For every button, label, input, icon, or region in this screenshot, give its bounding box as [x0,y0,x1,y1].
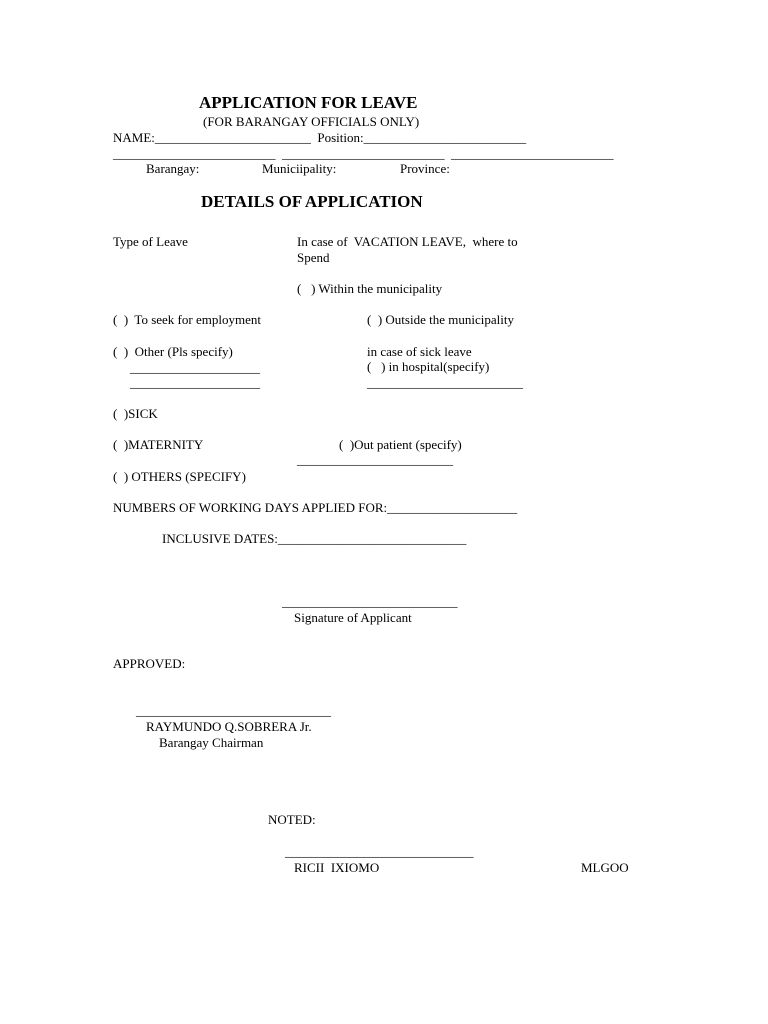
form-title: APPLICATION FOR LEAVE [199,93,418,112]
seek-employment-option: ( ) To seek for employment [113,312,261,327]
approver-signature-line: ______________________________ [136,703,331,718]
approved-label: APPROVED: [113,656,186,671]
name-position-line: NAME:________________________ Position:_________________________ [113,130,527,145]
inclusive-dates-line: INCLUSIVE DATES:_____________________________ [162,531,467,546]
noted-signature-line: _____________________________ [285,844,474,859]
vacation-prompt-line1: In case of VACATION LEAVE, where to [297,234,518,249]
form-subtitle: (FOR BARANGAY OFFICIALS ONLY) [203,114,420,129]
barangay-label: Barangay: [146,161,200,176]
noted-title: MLGOO [581,860,629,875]
other-specify-line1: ____________________ [130,360,260,375]
within-municipality-option: ( ) Within the municipality [297,281,443,296]
others-option: ( ) OTHERS (SPECIFY) [113,469,246,484]
signature-label: Signature of Applicant [294,610,412,625]
out-patient-option: ( )Out patient (specify) [339,437,462,452]
working-days-line: NUMBERS OF WORKING DAYS APPLIED FOR:____________________ [113,500,518,515]
vacation-prompt-line2: Spend [297,250,330,265]
other-specify-option: ( ) Other (Pls specify) [113,344,233,359]
noted-label: NOTED: [268,812,316,827]
approver-title: Barangay Chairman [159,735,264,750]
sick-option: ( )SICK [113,406,158,421]
outside-municipality-option: ( ) Outside the municipality [367,312,514,327]
municipality-label: Municiipality: [262,161,337,176]
hospital-specify-line: ________________________ [367,375,523,390]
noted-name: RICII IXIOMO [294,860,380,875]
sick-leave-prompt: in case of sick leave [367,344,472,359]
type-of-leave-label: Type of Leave [113,234,188,249]
province-label: Province: [400,161,450,176]
details-heading: DETAILS OF APPLICATION [201,192,423,211]
maternity-option: ( )MATERNITY [113,437,204,452]
other-specify-line2: ____________________ [130,375,260,390]
signature-line: ___________________________ [282,594,458,609]
address-blank-lines: _________________________ _________________________ _________________________ [113,146,614,161]
out-patient-line: ________________________ [297,452,453,467]
approver-name: RAYMUNDO Q.SOBRERA Jr. [146,719,312,734]
in-hospital-option: ( ) in hospital(specify) [367,359,490,374]
